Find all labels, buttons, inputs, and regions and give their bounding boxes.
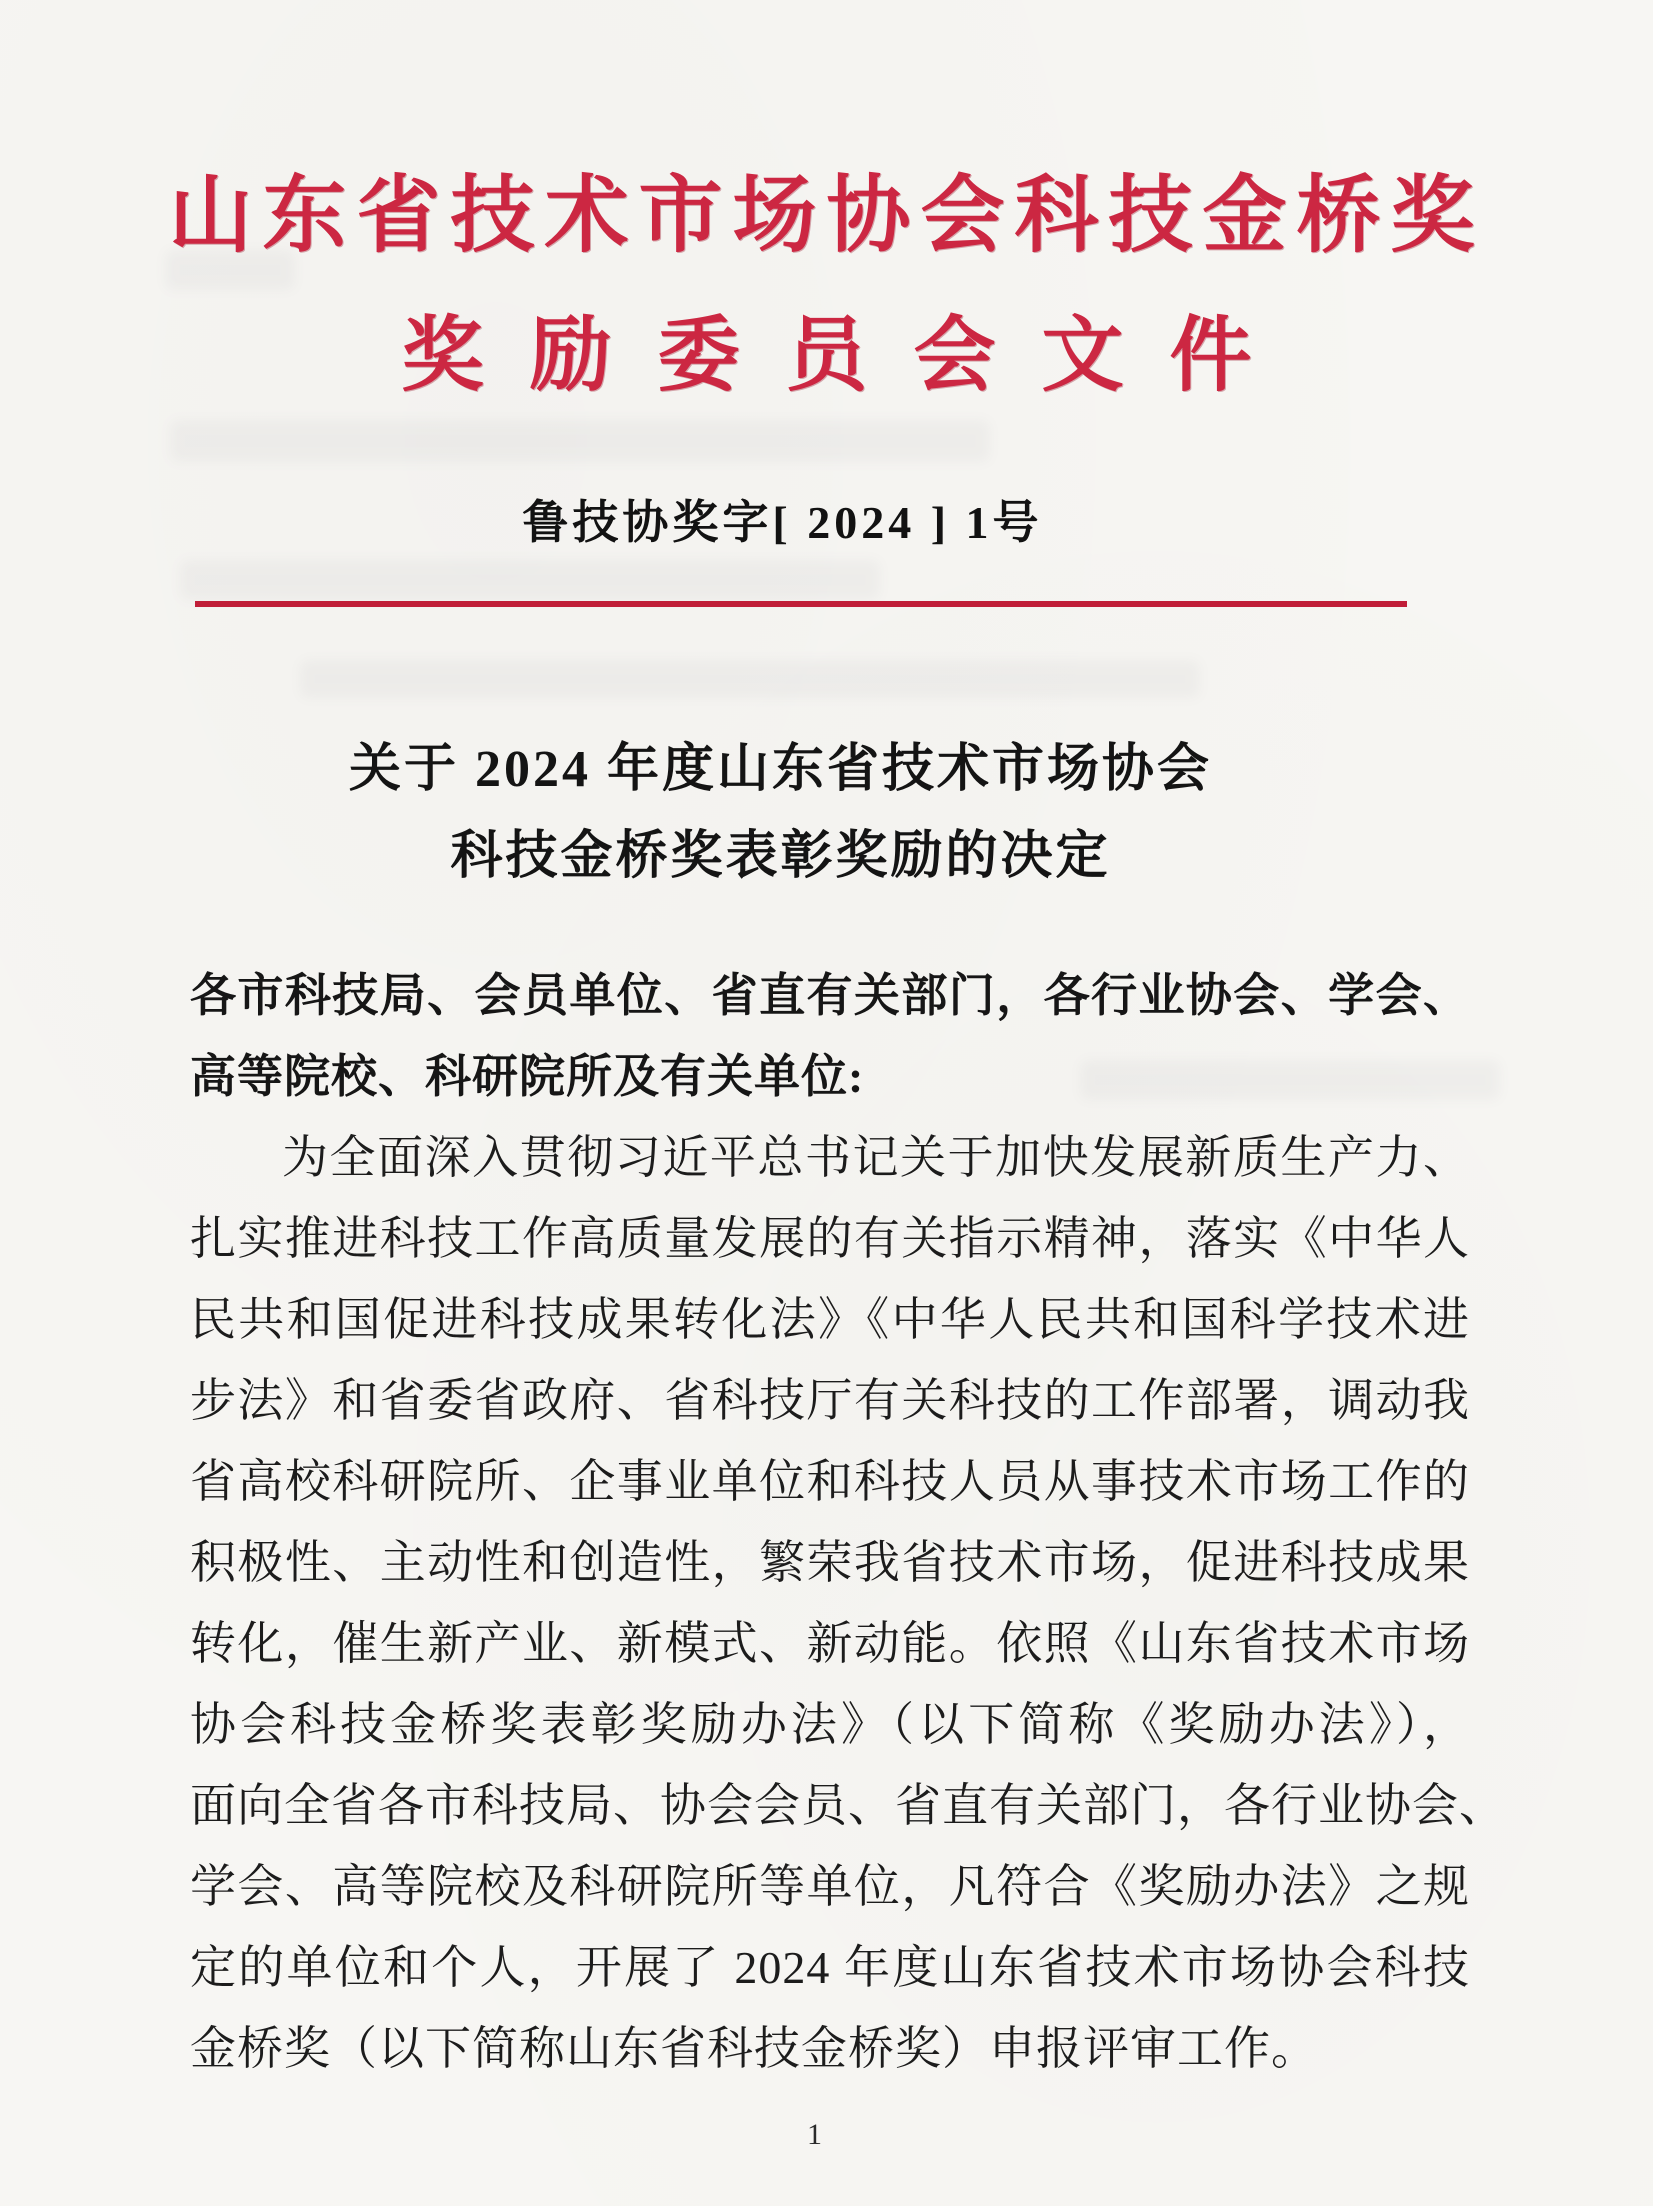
red-divider-line xyxy=(195,601,1407,607)
document-body xyxy=(190,955,1506,2089)
scan-smudge xyxy=(180,560,880,600)
letterhead-org-title-line2: 奖励委员会文件 xyxy=(401,310,1298,401)
body-line: 转化，催生新产业、新模式、新动能。依照《山东省技术市场 xyxy=(190,1618,1470,1669)
addressee-line: 各市科技局、会员单位、省直有关部门，各行业协会、学会、 xyxy=(190,970,1470,1021)
scan-smudge xyxy=(170,420,990,462)
body-line: 扎实推进科技工作高质量发展的有关指示精神，落实《中华人 xyxy=(190,1213,1470,1264)
body-line: 民共和国促进科技成果转化法》《中华人民共和国科学技术进 xyxy=(190,1294,1470,1345)
page-number: 1 xyxy=(807,2118,822,2151)
body-line: 定的单位和个人，开展了 2024 年度山东省技术市场协会科技 xyxy=(190,1942,1470,1993)
letterhead-org-title-line1: 山东省技术市场协会科技金桥奖 xyxy=(168,170,1485,263)
body-line: 学会、高等院校及科研院所等单位，凡符合《奖励办法》之规 xyxy=(190,1861,1470,1912)
body-line: 积极性、主动性和创造性，繁荣我省技术市场，促进科技成果 xyxy=(190,1537,1470,1588)
addressee-line: 高等院校、科研院所及有关单位: xyxy=(190,1051,865,1102)
body-line: 协会科技金桥奖表彰奖励办法》（以下简称《奖励办法》）， xyxy=(190,1699,1470,1750)
body-line: 为全面深入贯彻习近平总书记关于加快发展新质生产力、 xyxy=(282,1132,1470,1183)
scan-smudge xyxy=(300,660,1200,698)
document-title-line1: 关于 2024 年度山东省技术市场协会 xyxy=(348,741,1212,798)
body-line: 省高校科研院所、企事业单位和科技人员从事技术市场工作的 xyxy=(190,1456,1470,1507)
body-line: 面向全省各市科技局、协会会员、省直有关部门，各行业协会、 xyxy=(190,1780,1506,1831)
document-title-line2: 科技金桥奖表彰奖励的决定 xyxy=(450,828,1111,885)
body-line: 金桥奖（以下简称山东省科技金桥奖）申报评审工作。 xyxy=(190,2023,1318,2074)
body-line: 步法》和省委省政府、省科技厅有关科技的工作部署，调动我 xyxy=(190,1375,1470,1426)
document-number: 鲁技协奖字[ 2024 ] 1号 xyxy=(522,497,1043,548)
